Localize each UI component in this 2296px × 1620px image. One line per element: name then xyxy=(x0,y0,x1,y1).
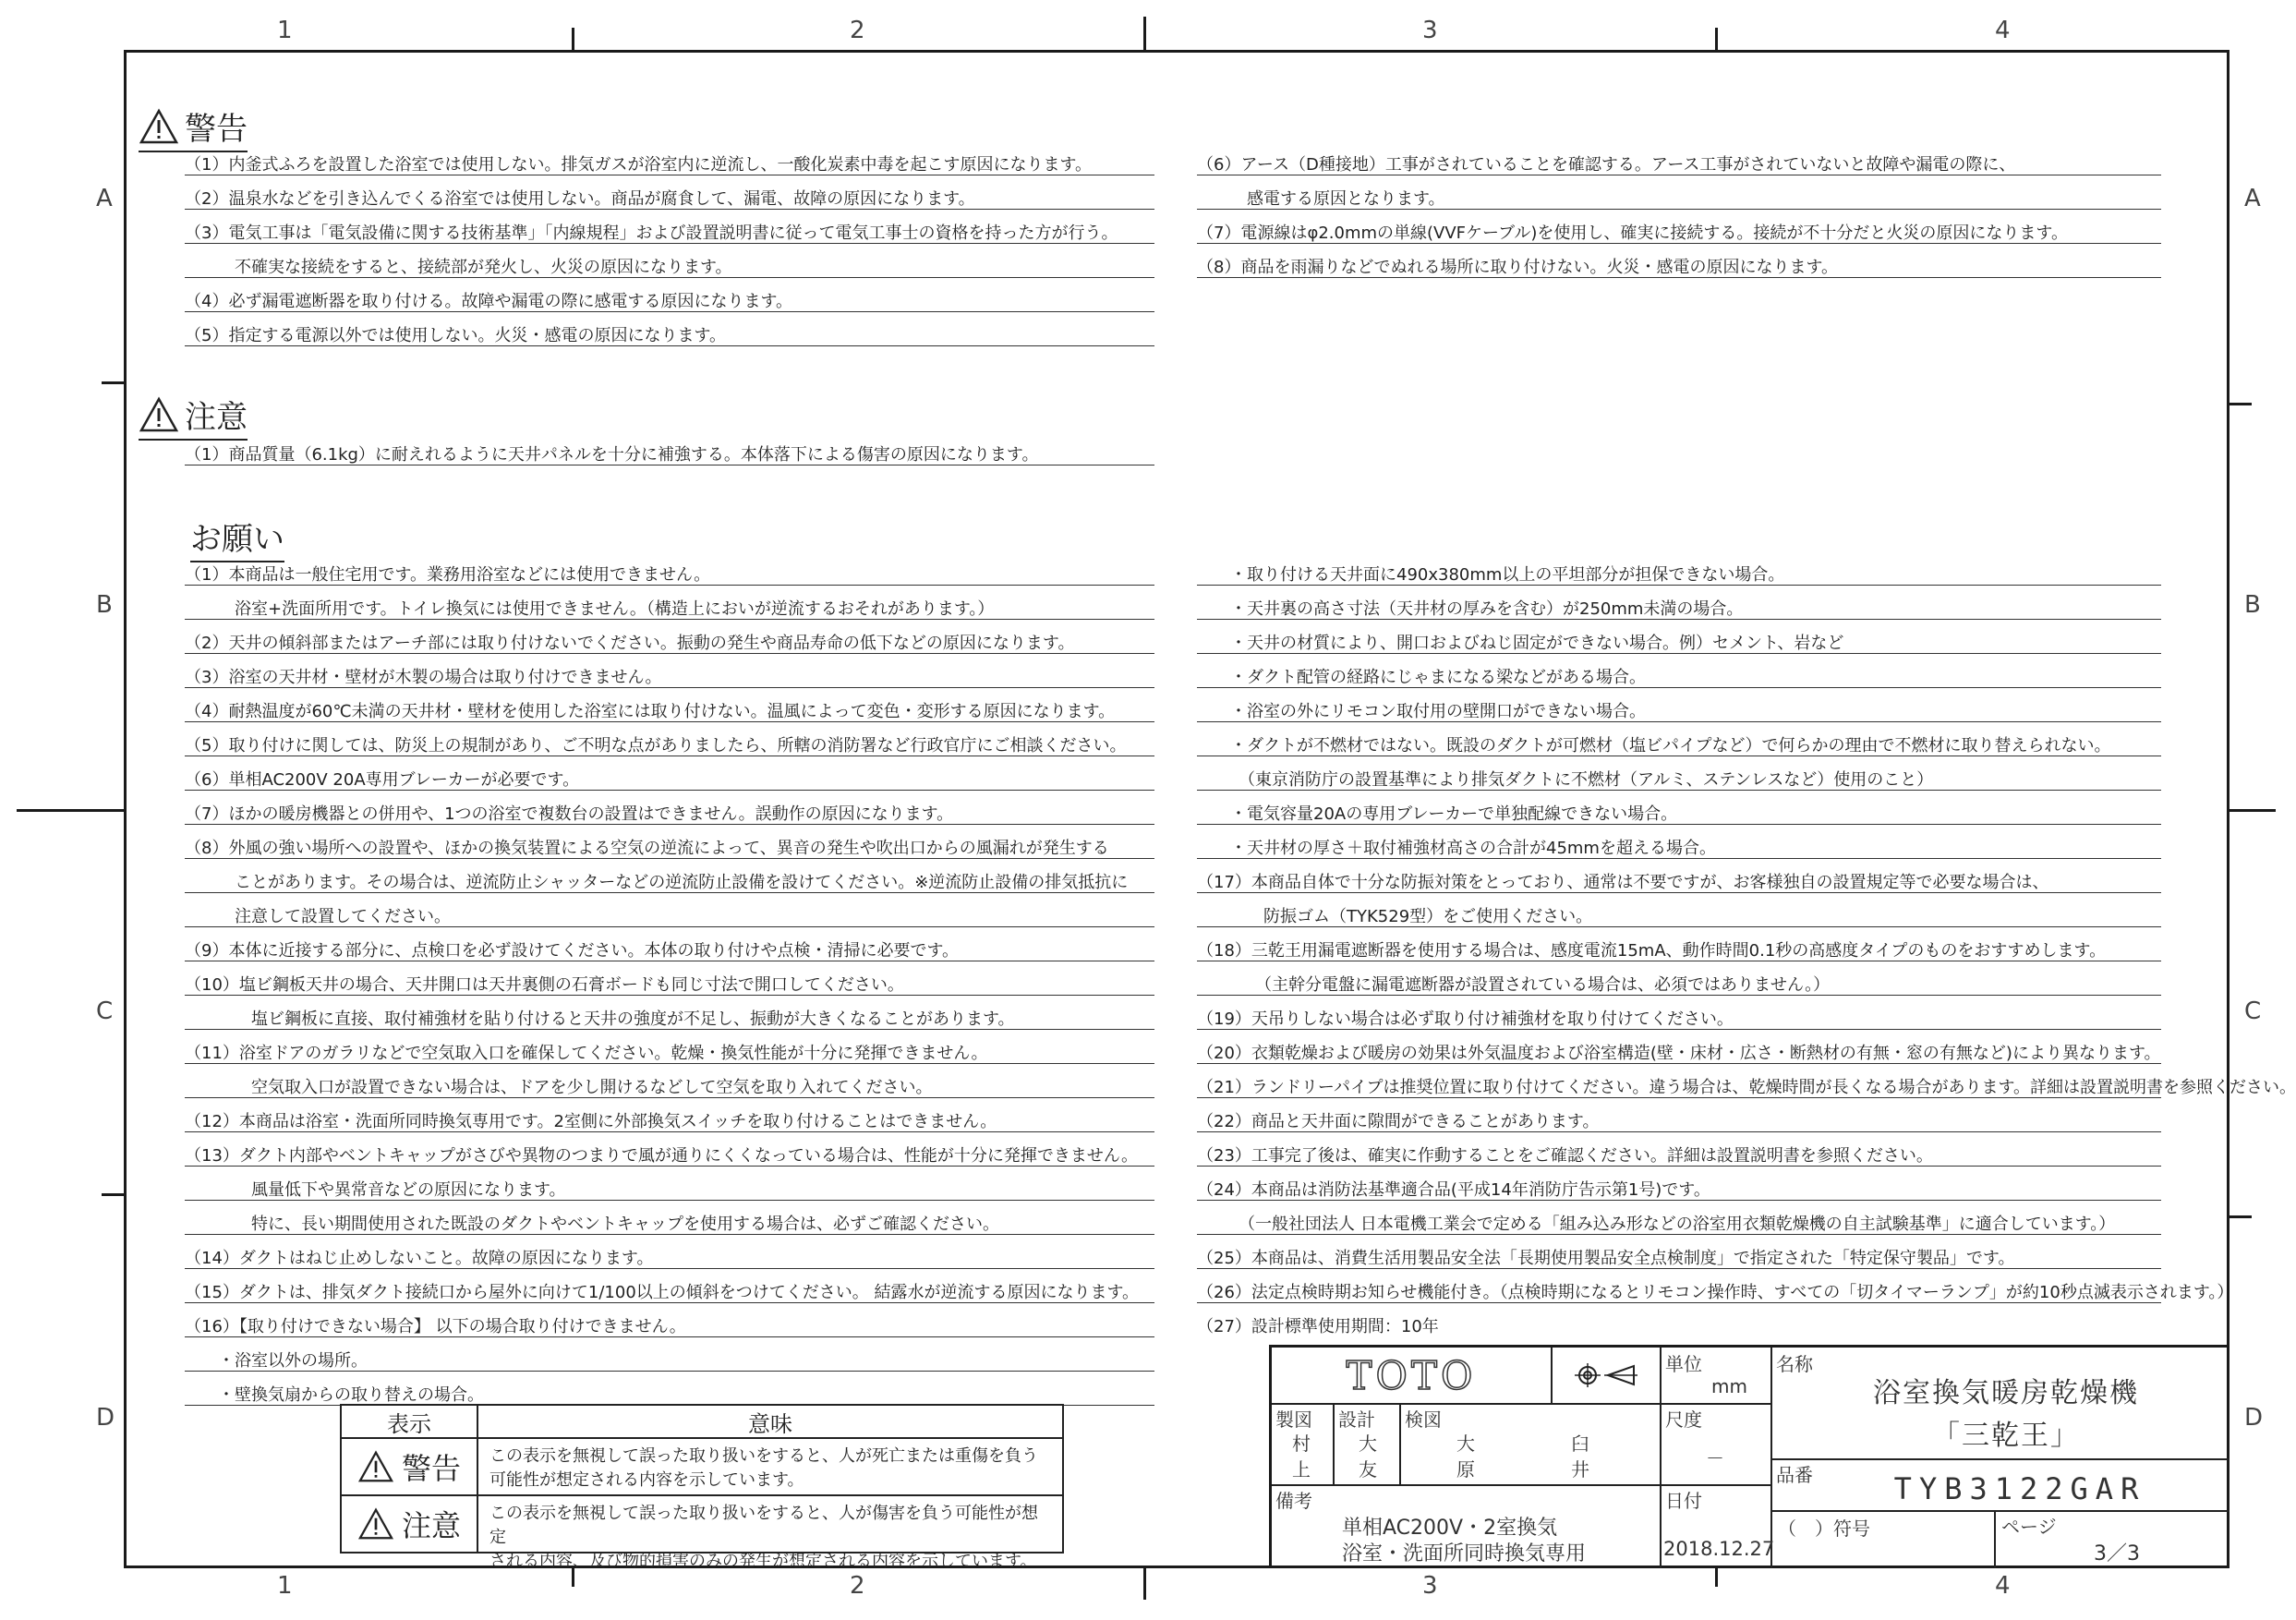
title-block-rule xyxy=(1333,1403,1335,1484)
frame-tick xyxy=(1143,17,1146,50)
designer-name-1: 大 xyxy=(1359,1433,1377,1455)
request-item-16: （16）【取り付けできない場合】 以下の場合取り付けできません。 xyxy=(185,1317,1154,1337)
request-item-25: （25）本商品は、消費生活用製品安全法「長期使用製品安全点検制度」で指定された「特定保守製品」です。 xyxy=(1197,1249,2161,1269)
warning-item-3: （3）電気工事は「電気設備に関する技術基準」「内線規程」および設置説明書に従って電気工事士の資格を持った方が行う。 xyxy=(185,224,1154,244)
page-value: 3／3 xyxy=(2094,1542,2140,1566)
unit-value: mm xyxy=(1711,1375,1747,1397)
checker-b-name-1: 臼 xyxy=(1571,1433,1589,1455)
frame-tick xyxy=(572,28,574,50)
legend-caution-symbol xyxy=(342,1496,477,1552)
scale-value: － xyxy=(1706,1447,1724,1469)
request-item-6: （6）単相AC200V 20A専用ブレーカーが必要です。 xyxy=(185,770,1154,791)
col-number-2: 2 xyxy=(850,17,865,44)
col-number-1-bottom: 1 xyxy=(277,1572,293,1600)
legend-warning-symbol xyxy=(342,1439,477,1494)
frame-tick xyxy=(2230,403,2252,405)
checker-a-name-1: 大 xyxy=(1456,1433,1475,1455)
symbol-label: （ ）符号 xyxy=(1778,1517,1870,1540)
brand-logo: TOTO xyxy=(1346,1352,1477,1398)
request-heading xyxy=(190,514,284,562)
legend-warning-text-2: 可能性が想定される内容を示しています。 xyxy=(489,1470,804,1490)
title-block-rule xyxy=(1660,1348,1662,1568)
caution-item-1: （1）商品質量（6.1kg）に耐えれるように天井パネルを十分に補強する。本体落下による傷害の原因になります。 xyxy=(185,445,1154,465)
request-item-23: （23）工事完了後は、確実に作動することをご確認ください。詳細は設置説明書を参照ください。 xyxy=(1197,1146,2161,1167)
page-label: ページ xyxy=(2001,1516,2057,1538)
request-item-16-d: ・天井裏の高さ寸法（天井材の厚みを含む）が250mm未満の場合。 xyxy=(1197,599,2161,620)
drafter-name-2: 上 xyxy=(1292,1458,1311,1481)
date-label: 日付 xyxy=(1665,1490,1702,1512)
title-block xyxy=(1269,1345,2230,1568)
request-item-9: （9）本体に近接する部分に、点検口を必ず設けてください。本体の取り付けや点検・清掃に必要です。 xyxy=(185,941,1154,961)
request-item-17-cont: 防振ゴム（TYK529型）をご使用ください。 xyxy=(1197,907,2161,927)
col-number-3-bottom: 3 xyxy=(1422,1572,1438,1600)
request-item-21: （21）ランドリーパイプは推奨位置に取り付けてください。違う場合は、乾燥時間が長くなる場合があります。詳細は設置説明書を参照ください。 xyxy=(1197,1078,2296,1097)
request-item-3: （3）浴室の天井材・壁材が木製の場合は取り付けできません。 xyxy=(185,668,1154,688)
request-item-14: （14）ダクトはねじ止めしないこと。故障の原因になります。 xyxy=(185,1249,1154,1269)
request-item-16-a: ・浴室以外の場所。 xyxy=(185,1351,1154,1372)
title-block-rule xyxy=(1399,1403,1401,1484)
unit-label: 単位 xyxy=(1665,1353,1702,1375)
checker-a-name-2: 原 xyxy=(1456,1458,1475,1481)
request-item-16-f: ・ダクト配管の経路にじゃまになる梁などがある場合。 xyxy=(1197,668,2161,688)
warning-item-2: （2）温泉水などを引き込んでくる浴室では使用しない。商品が腐食して、漏電、故障の原因になります。 xyxy=(185,189,1154,210)
request-item-27: （27）設計標準使用期間：10年 xyxy=(1197,1317,1439,1336)
date-value: 2018.12.27 xyxy=(1663,1538,1775,1560)
product-name-1: 浴室換気暖房乾燥機 xyxy=(1873,1377,2139,1409)
projection-symbol-cell xyxy=(1553,1348,1660,1403)
drafter-name-1: 村 xyxy=(1292,1433,1311,1455)
warning-triangle-icon xyxy=(357,1450,394,1483)
warning-triangle-icon xyxy=(139,108,179,145)
request-item-16-c: ・取り付ける天井面に490x380mm以上の平坦部分が担保できない場合。 xyxy=(1197,565,2161,586)
row-letter-b-right: B xyxy=(2244,591,2261,619)
remarks-line-2: 浴室・洗面所同時換気専用 xyxy=(1342,1542,1587,1566)
request-item-18: （18）三乾王用漏電遮断器を使用する場合は、感度電流15mA、動作時間0.1秒の高感度タイプのものをおすすめします。 xyxy=(1197,941,2161,961)
row-letter-d: D xyxy=(96,1404,115,1432)
drafting-label: 製図 xyxy=(1275,1408,1312,1431)
request-item-1-cont: 浴室+洗面所用です。トイレ換気には使用できません。（構造上においが逆流するおそれがあります。） xyxy=(185,599,1154,620)
warning-item-3-cont: 不確実な接続をすると、接続部が発火し、火災の原因になります。 xyxy=(185,258,1154,278)
name-label: 名称 xyxy=(1776,1353,1813,1375)
frame-tick xyxy=(102,1193,124,1196)
caution-triangle-icon xyxy=(357,1507,394,1541)
request-item-16-h-cont: （東京消防庁の設置基準により排気ダクトに不燃材（アルミ、ステンレスなど）使用のこと） xyxy=(1197,770,2161,791)
frame-tick xyxy=(2230,1215,2252,1218)
part-number: TYB3122GAR xyxy=(1893,1471,2146,1506)
title-block-rule xyxy=(1770,1458,2230,1460)
row-letter-c-right: C xyxy=(2244,997,2262,1025)
request-item-13: （13）ダクト内部やベントキャップがさびや異物のつまりで風が通りにくくなっている場合は、性能が十分に発揮できません。 xyxy=(185,1146,1154,1167)
caution-triangle-icon xyxy=(139,396,179,433)
request-item-12: （12）本商品は浴室・洗面所同時換気専用です。2室側に外部換気スイッチを取り付けることはできません。 xyxy=(185,1112,1154,1132)
design-label: 設計 xyxy=(1338,1408,1375,1431)
request-item-5: （5）取り付けに関しては、防災上の規制があり、ご不明な点がありましたら、所轄の消防署など行政官庁にご相談ください。 xyxy=(185,736,1154,756)
legend-warning-meaning xyxy=(478,1439,1062,1494)
title-block-rule xyxy=(1994,1510,1996,1568)
request-item-16-h: ・ダクトが不燃材ではない。既設のダクトが可燃材（塩ビパイプなど）で何らかの理由で不燃材に取り替えられない。 xyxy=(1197,736,2161,756)
request-item-8-cont2: 注意して設置してください。 xyxy=(185,907,1154,927)
row-letter-c: C xyxy=(96,997,114,1025)
legend-warning-label: 警告 xyxy=(401,1451,461,1486)
warning-item-5: （5）指定する電源以外では使用しない。火災・感電の原因になります。 xyxy=(185,326,1154,346)
legend-caution-label: 注意 xyxy=(401,1508,461,1543)
legend-caution-meaning xyxy=(478,1496,1062,1571)
legend-header-meaning: 意味 xyxy=(748,1410,792,1437)
remarks-line-1: 単相AC200V・2室換気 xyxy=(1342,1517,1558,1540)
request-item-11: （11）浴室ドアのガラリなどで空気取入口を確保してください。乾燥・換気性能が十分に発揮できません。 xyxy=(185,1044,1154,1064)
request-item-19: （19）天吊りしない場合は必ず取り付け補強材を取り付けてください。 xyxy=(1197,1009,2161,1030)
warning-heading-text: 警告 xyxy=(185,111,248,148)
request-item-24-cont: （一般社団法人 日本電機工業会で定める「組み込み形などの浴室用衣類乾燥機の自主試験基準」に適合しています。） xyxy=(1197,1215,2161,1235)
part-number-label: 品番 xyxy=(1776,1464,1813,1486)
title-block-rule xyxy=(1770,1510,2230,1512)
warning-item-8: （8）商品を雨漏りなどでぬれる場所に取り付けない。火災・感電の原因になります。 xyxy=(1197,258,2161,278)
request-item-11-cont: 空気取入口が設置できない場合は、ドアを少し開けるなどして空気を取り入れてください。 xyxy=(185,1078,1154,1098)
request-item-16-j: ・天井材の厚さ＋取付補強材高さの合計が45mmを超える場合。 xyxy=(1197,839,2161,859)
legend-caution-text-1: この表示を無視して誤った取り扱いをすると、人が傷害を負う可能性が想定 xyxy=(489,1504,1038,1547)
frame-tick xyxy=(2230,809,2276,812)
request-item-17: （17）本商品自体で十分な防振対策をとっており、通常は不要ですが、お客様独自の設置規定等で必要な場合は、 xyxy=(1197,873,2161,893)
col-number-4-bottom: 4 xyxy=(1995,1572,2011,1600)
checker-b-name-2: 井 xyxy=(1571,1458,1589,1481)
warning-item-6: （6）アース（D種接地）工事がされていることを確認する。アース工事がされていないと故障や漏電の際に、 xyxy=(1197,155,2161,175)
col-number-1: 1 xyxy=(277,17,293,44)
request-item-16-i: ・電気容量20Aの専用ブレーカーで単独配線できない場合。 xyxy=(1197,804,2161,825)
request-item-16-e: ・天井の材質により、開口およびねじ固定ができない場合。例）セメント、岩など xyxy=(1197,634,2161,654)
request-item-20: （20）衣類乾燥および暖房の効果は外気温度および浴室構造(壁・床材・広さ・断熱材の有無・窓の有無など)により異なります。 xyxy=(1197,1044,2161,1063)
request-item-4: （4）耐熱温度が60℃未満の天井材・壁材を使用した浴室には取り付けない。温風によって変色・変形する原因になります。 xyxy=(185,702,1154,722)
frame-tick xyxy=(1715,28,1718,50)
frame-tick xyxy=(102,381,124,384)
request-item-1: （1）本商品は一般住宅用です。業務用浴室などには使用できません。 xyxy=(185,565,1154,586)
warning-heading xyxy=(139,103,248,152)
col-number-4: 4 xyxy=(1995,17,2011,44)
request-heading-text: お願い xyxy=(190,521,284,558)
legend-table xyxy=(340,1404,1064,1571)
check-label: 検図 xyxy=(1405,1408,1442,1431)
remarks-label: 備考 xyxy=(1275,1490,1312,1512)
request-item-2: （2）天井の傾斜部またはアーチ部には取り付けないでください。振動の発生や商品寿命の低下などの原因になります。 xyxy=(185,634,1154,654)
request-item-22: （22）商品と天井面に隙間ができることがあります。 xyxy=(1197,1112,2161,1132)
frame-tick xyxy=(17,809,124,812)
warning-item-6-cont: 感電する原因となります。 xyxy=(1197,189,2161,210)
request-item-16-g: ・浴室の外にリモコン取付用の壁開口ができない場合。 xyxy=(1197,702,2161,722)
frame-tick xyxy=(1143,1568,1146,1600)
third-angle-projection-icon xyxy=(1573,1361,1639,1389)
request-item-10: （10）塩ビ鋼板天井の場合、天井開口は天井裏側の石膏ボードも同じ寸法で開口してください。 xyxy=(185,975,1154,996)
request-item-26: （26）法定点検時期お知らせ機能付き。（点検時期になるとリモコン操作時、すべての「切タイマーランプ」が約10秒点滅表示されます。） xyxy=(1197,1283,2234,1302)
row-letter-a: A xyxy=(96,185,113,212)
request-item-18-cont: （主幹分電盤に漏電遮断器が設置されている場合は、必須ではありません。） xyxy=(1197,975,2161,996)
request-item-15: （15）ダクトは、排気ダクト接続口から屋外に向けて1/100以上の傾斜をつけてください。 結露水が逆流する原因になります。 xyxy=(185,1283,1154,1303)
request-item-16-b: ・壁換気扇からの取り替えの場合。 xyxy=(185,1385,1154,1406)
product-name-2: 「三乾王」 xyxy=(1932,1420,2080,1452)
request-item-13-cont2: 特に、長い期間使用された既設のダクトやベントキャップを使用する場合は、必ずご確認ください。 xyxy=(185,1215,1154,1235)
designer-name-2: 友 xyxy=(1359,1458,1377,1481)
brand-cell xyxy=(1272,1348,1551,1403)
request-item-8-cont: ことがあります。その場合は、逆流防止シャッターなどの逆流防止設備を設けてください。※逆流防止設備の排気抵抗に xyxy=(185,873,1154,893)
request-item-13-cont: 風量低下や異常音などの原因になります。 xyxy=(185,1180,1154,1201)
request-item-7: （7）ほかの暖房機器との併用や、1つの浴室で複数台の設置はできません。誤動作の原因になります。 xyxy=(185,804,1154,825)
warning-item-4: （4）必ず漏電遮断器を取り付ける。故障や漏電の際に感電する原因になります。 xyxy=(185,292,1154,312)
row-letter-d-right: D xyxy=(2244,1404,2264,1432)
col-number-2-bottom: 2 xyxy=(850,1572,865,1600)
caution-heading-text: 注意 xyxy=(185,399,248,436)
legend-warning-text-1: この表示を無視して誤った取り扱いをすると、人が死亡または重傷を負う xyxy=(489,1446,1038,1466)
col-number-3: 3 xyxy=(1422,17,1438,44)
frame-tick xyxy=(1715,1568,1718,1587)
warning-item-7: （7）電源線はφ2.0mmの単線(VVFケーブル)を使用し、確実に接続する。接続が不十分だと火災の原因になります。 xyxy=(1197,224,2161,244)
caution-heading xyxy=(139,392,248,441)
legend-caution-text-2: される内容、及び物的損害のみの発生が想定される内容を示しています。 xyxy=(489,1552,1037,1571)
row-letter-a-right: A xyxy=(2244,185,2261,212)
request-item-10-cont: 塩ビ鋼板に直接、取付補強材を貼り付けると天井の強度が不足し、振動が大きくなることがあります。 xyxy=(185,1009,1154,1030)
row-letter-b: B xyxy=(96,591,113,619)
request-item-24: （24）本商品は消防法基準適合品(平成14年消防庁告示第1号)です。 xyxy=(1197,1180,2161,1201)
legend-header-display: 表示 xyxy=(387,1410,431,1437)
scale-label: 尺度 xyxy=(1665,1408,1702,1431)
request-item-8: （8）外風の強い場所への設置や、ほかの換気装置による空気の逆流によって、異音の発生や吹出口からの風漏れが発生する xyxy=(185,839,1154,859)
warning-item-1: （1）内釜式ふろを設置した浴室では使用しない。排気ガスが浴室内に逆流し、一酸化炭素中毒を起こす原因になります。 xyxy=(185,155,1154,175)
